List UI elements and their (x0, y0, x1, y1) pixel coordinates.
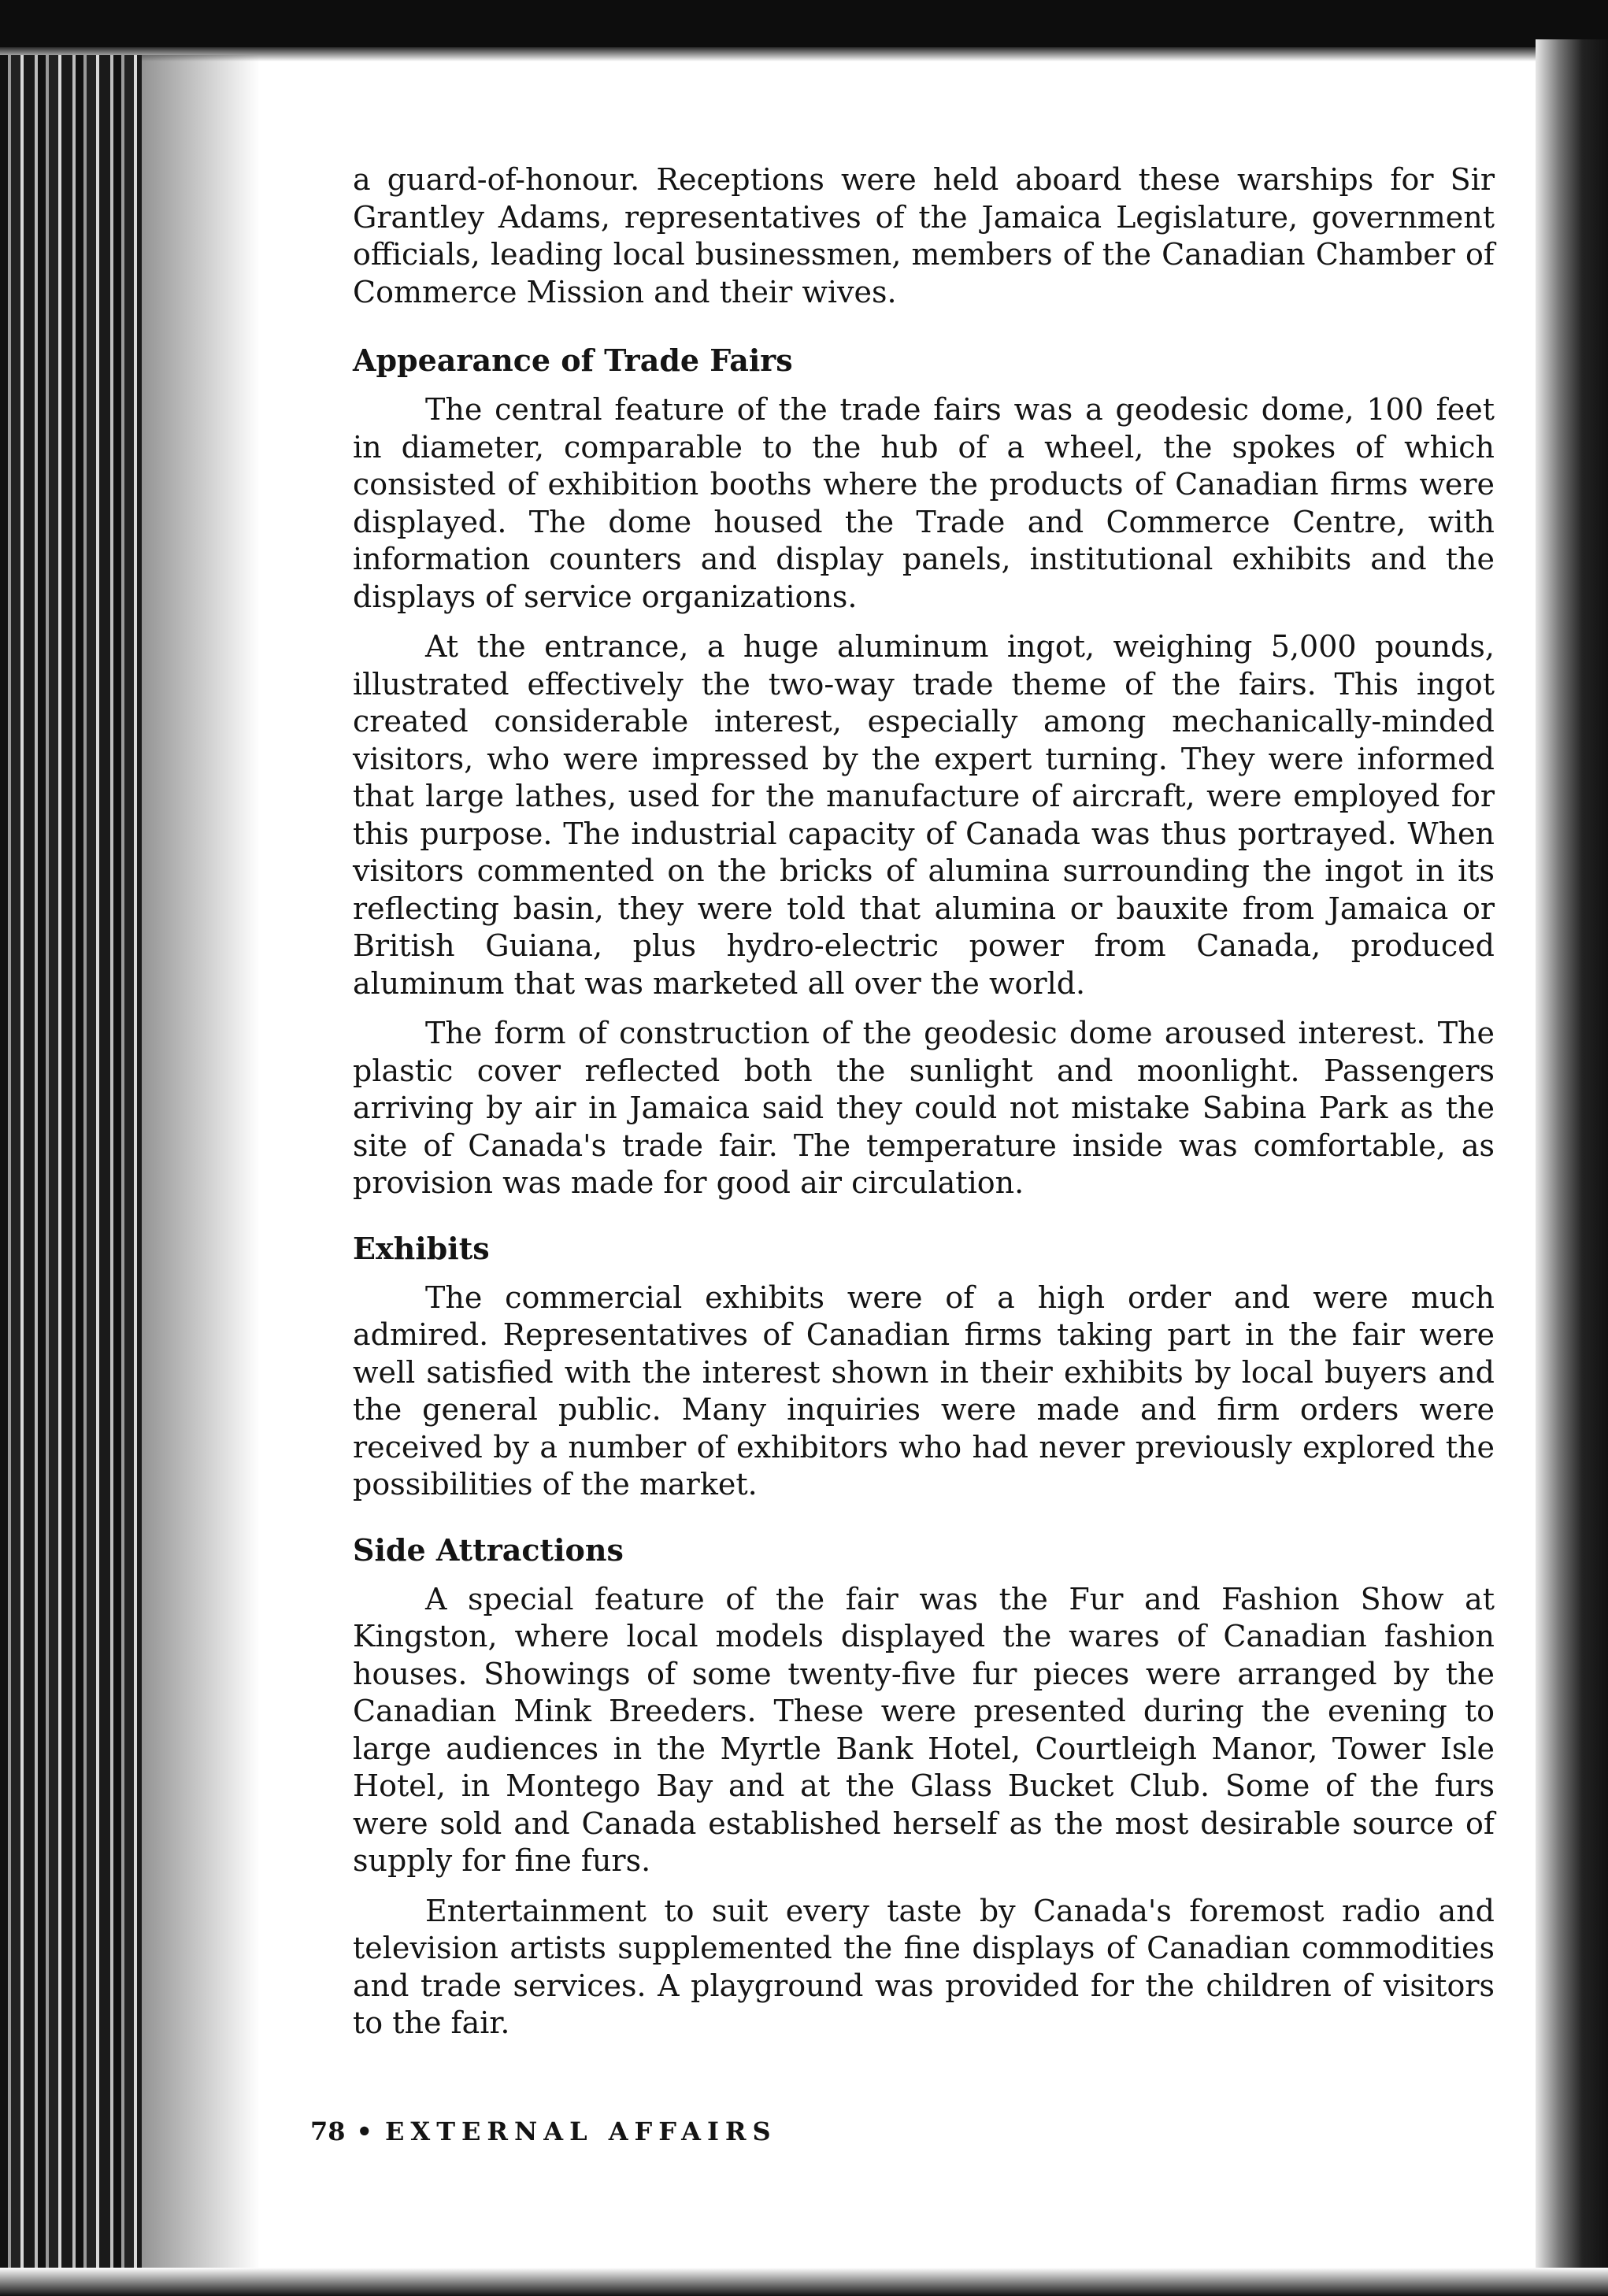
page-number: 78 (310, 2116, 346, 2146)
paragraph: At the entrance, a huge aluminum ingot, weighing 5,000 pounds, illustrated effectively the two-way trade theme of the fairs. This ingot created considerable interest, especially among mechanically-minded visitors, who were impressed by the expert turning. They were informed that large lathes, used for the manufacture of aircraft, were employed for this purpose. The industrial capacity of Canada was thus portrayed. When visitors commented on the bricks of alumina surrounding the ingot in its reflecting basin, they were told that alumina or bauxite from Jamaica or British Guiana, plus hydro-electric power from Canada, produced aluminum that was marketed all over the world. (353, 629, 1495, 1001)
page-body (353, 161, 1495, 2042)
paragraph: A special feature of the fair was the Fur and Fashion Show at Kingston, where local models displayed the wares of Canadian fashion houses. Showings of some twenty-five fur pieces were arranged by the Canadian Mink Breeders. These were presented during the evening to large audiences in the Myrtle Bank Hotel, Courtleigh Manor, Tower Isle Hotel, in Montego Bay and at the Glass Bucket Club. Some of the furs were sold and Canada established herself as the most desirable source of supply for fine furs. (353, 1581, 1495, 1878)
scan-bottom-border (0, 2268, 1608, 2296)
opening-paragraph: a guard-of-honour. Receptions were held aboard these warships for Sir Grantley Adams, representatives of the Jamaica Legislature, government officials, leading local businessmen, members of the Canadian Chamber of Commerce Mission and their wives. (353, 162, 1495, 309)
paragraph: The commercial exhibits were of a high order and were much admired. Representatives of Canadian firms taking part in the fair were well satisfied with the interest shown in their exhibits by local buyers and the general public. Many inquiries were made and firm orders were received by a number of exhibitors who had never previously explored the possibilities of the market. (353, 1279, 1495, 1502)
scan-binding-shadow (142, 55, 260, 2296)
paragraph: The central feature of the trade fairs was a geodesic dome, 100 feet in diameter, comparable to the hub of a wheel, the spokes of which consisted of exhibition booths where the products of Canadian firms were displayed. The dome housed the Trade and Commerce Centre, with information counters and display panels, institutional exhibits and the displays of service organizations. (353, 392, 1495, 614)
paragraph: Entertainment to suit every taste by Canada's foremost radio and television artists supplemented the fine displays of Canadian commodities and trade services. A playground was provided for the children of visitors to the fair. (353, 1893, 1495, 2040)
publication-title: EXTERNAL AFFAIRS (384, 2116, 777, 2146)
section-heading-side-attractions: Side Attractions (353, 1531, 624, 1568)
paragraph: The form of construction of the geodesic dome aroused interest. The plastic cover reflected both the sunlight and moonlight. Passengers arriving by air in Jamaica said they could not mistake Sabina Park as the site of Canada's trade fair. The temperature inside was comfortable, as provision was made for good air circulation. (353, 1016, 1495, 1200)
scan-top-border (0, 0, 1608, 47)
scan-right-edge (1536, 39, 1608, 2296)
page-footer (310, 2116, 861, 2156)
footer-separator: • (356, 2116, 372, 2146)
section-heading-appearance: Appearance of Trade Fairs (353, 343, 793, 378)
section-heading-exhibits: Exhibits (353, 1230, 490, 1266)
scan-binding-edge (0, 55, 142, 2296)
